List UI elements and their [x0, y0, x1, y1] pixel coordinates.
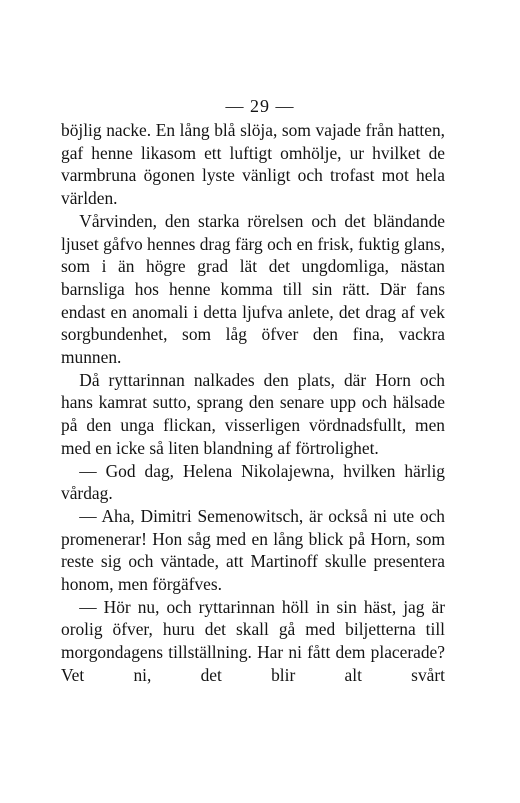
paragraph: böjlig nacke. En lång blå slöja, som vajade från hatten, gaf henne likasom ett luftigt omhölje, ur hvilket de varmbruna ögonen lyste vänligt och trofast mot hela världen. — [61, 120, 445, 209]
body-text — [61, 119, 445, 687]
paragraph: — God dag, Helena Nikolajewna, hvilken härlig vårdag. — [61, 460, 445, 504]
paragraph: Vårvinden, den starka rörelsen och det bländande ljuset gåfvo hennes drag färg och en frisk, fuktig glans, som i än högre grad lät det ungdomliga, nästan barnsliga hos henne komma till sin rätt. Där fans endast en anomali i detta ljufva anlete, det drag af vek sorgbundenhet, som låg öfver den fina, vackra munnen. — [61, 210, 445, 368]
page-number: — 29 — — [225, 96, 295, 116]
paragraph: — Hör nu, och ryttarinnan höll in sin häst, jag är orolig öfver, huru det skall gå med biljetterna till morgondagens tillställning. Har ni fått dem placerade? Vet ni, det blir alt svårt — [61, 596, 445, 685]
paragraph: Då ryttarinnan nalkades den plats, där Horn och hans kamrat sutto, sprang den senare upp och hälsade på den unga flickan, visserligen vördnadsfullt, men med en icke så liten blandning af förtrolighet. — [61, 369, 445, 458]
paragraph: — Aha, Dimitri Semenowitsch, är också ni ute och promenerar! Hon såg med en lång blick på Horn, som reste sig och väntade, att Martinoff skulle presentera honom, men förgäfves. — [61, 505, 445, 595]
